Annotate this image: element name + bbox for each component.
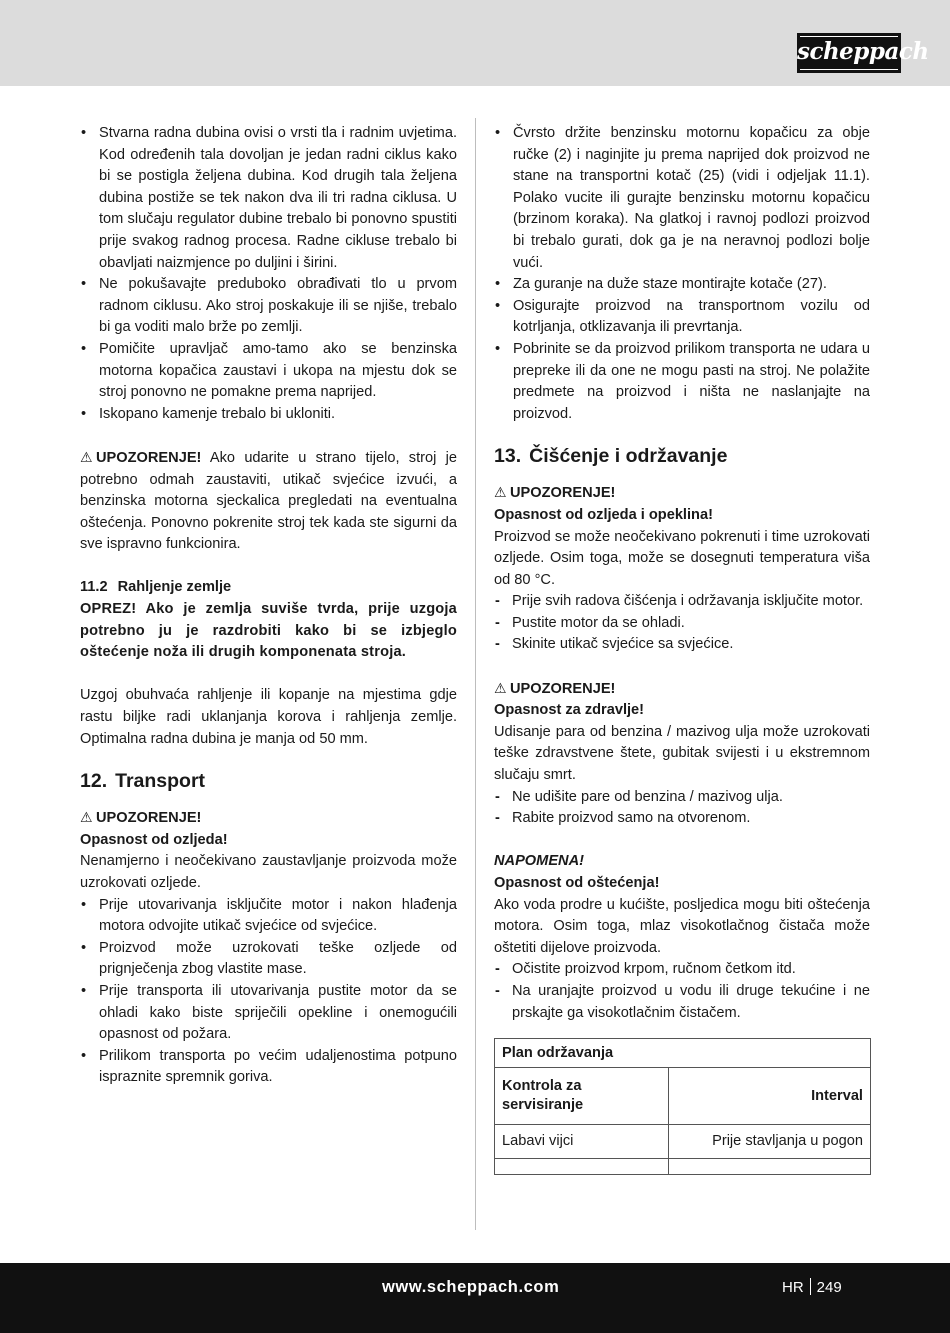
list-item: • Stvarna radna dubina ovisi o vrsti tla i radnim uvjetima. Kod određenih tala dovoljan je jedan radni ciklus kako bi se postigla željena dubina. Kod drugih tala željena dubina postiže se tek nakon dva ili tri radna ciklusa. U tom slučaju regulator dubine trebalo bi ponovno spustiti prije svakog radnog procesa. Radne cikluse trebalo bi obavljati naizmjence po duljini i širini. [80, 123, 457, 274]
transport-bullet-list [80, 895, 457, 1089]
table-cell-interval: Prije stavljanja u pogon [669, 1125, 871, 1159]
cleaning-dash-list [494, 591, 870, 656]
note-text: Ako voda prodre u kućište, posljedica mogu biti oštećenja motora. Osim toga, mlaz visokotlačnog čistača može oštetiti dijelove proizvoda. [494, 896, 870, 956]
transport-warning-text: Nenamjerno i neočekivano zaustavljanje proizvoda može uzrokovati ozljede. [80, 853, 457, 891]
list-item: - Pustite motor da se ohladi. [494, 613, 870, 635]
list-item: • Prije transporta ili utovarivanja pustite motor da se ohladi kako biste spriječili opekline i onemogućili opasnost od požara. [80, 981, 457, 1046]
cleaning-warning-subtitle: Opasnost od ozljeda i opeklina! [494, 506, 713, 523]
page-footer [0, 1263, 950, 1333]
list-item: • Za guranje na duže staze montirajte kotače (27). [494, 274, 870, 296]
cleaning-warning-text: Proizvod se može neočekivano pokrenuti i time uzrokovati ozljede. Osim toga, može se dosegnuti temperatura viša od 80 °C. [494, 528, 870, 588]
table-empty-cell [495, 1159, 669, 1175]
table-empty-cell [669, 1159, 871, 1175]
note-subtitle: Opasnost od oštećenja! [494, 875, 660, 891]
page-number-value: 249 [816, 1279, 842, 1296]
left-column [80, 123, 457, 1089]
list-item: - Očistite proizvod krpom, ručnom četkom itd. [494, 959, 870, 981]
section-13-heading: 13. Čišćenje i održavanje [494, 445, 728, 468]
list-item: - Na uranjajte proizvod u vodu ili druge tekućine i ne prskajte ga visokotlačnim čistačem. [494, 981, 870, 1024]
list-item: • Iskopano kamenje trebalo bi ukloniti. [80, 404, 457, 426]
note-dash-list [494, 959, 870, 1024]
section-12-heading: 12. Transport [80, 770, 206, 793]
list-item: • Ne pokušavajte preduboko obrađivati tlo u prvom radnom ciklusu. Ako stroj poskakuje ili se njiše, trebalo bi ga voditi malo brže po zemlji. [80, 274, 457, 339]
warning-triangle-icon: ⚠ [80, 448, 93, 465]
health-warning-label: ⚠ UPOZORENJE! [494, 678, 870, 701]
table-header-control: Kontrola za servisiranje [495, 1068, 669, 1125]
list-item: • Pomičite upravljač amo-tamo ako se benzinska motorna kopačica zaustavi i ukopa na mjestu dok se stroj ponovno ne pomakne prema naprijed. [80, 339, 457, 404]
list-item: • Prilikom transporta po većim udaljenostima potpuno ispraznite spremnik goriva. [80, 1046, 457, 1089]
cultivation-paragraph: Uzgoj obuhvaća rahljenje ili kopanje na mjestima gdje rastu biljke radi uklanjanja korova i rahljenja zemlje. Optimalna radna dubina je manja od 50 mm. [80, 687, 457, 747]
caution-paragraph: OPREZ! Ako je zemlja suviše tvrda, prije uzgoja potrebno ju je razdrobiti kako bi se izbjeglo oštećenje noža ili drugih komponenata stroja. [80, 601, 457, 661]
language-code: HR [782, 1279, 804, 1296]
list-item: • Prije utovarivanja isključite motor i nakon hlađenja motora odvojite utikač svjećice od svjećice. [80, 895, 457, 938]
depth-bullet-list [80, 123, 457, 425]
list-item: • Osigurajte proizvod na transportnom vozilu od kotrljanja, otklizavanja ili prevrtanja. [494, 296, 870, 339]
maintenance-plan-table [494, 1038, 871, 1175]
warning-triangle-icon: ⚠ [80, 809, 93, 826]
note-label: NAPOMENA! [494, 853, 584, 870]
list-item: • Čvrsto držite benzinsku motornu kopačicu za obje ručke (2) i naginjite ju prema naprijed dok proizvod ne stane na transportni kotač (25) (vidi i odjeljak 11.1). Polako vucite ili gurajte benzinsku motornu kopačicu (brzinom koraka). Na glatkoj i ravnoj podlozi proizvod bi trebalo gurati, dok ga je na neravnoj podlozi bolje vući. [494, 123, 870, 274]
warning-text: Ako udarite u strano tijelo, stroj je potrebno odmah zaustaviti, utikač svjećice izvući, a benzinska motorna sjeckalica pregledati na eventualna oštećenja. Ponovno pokrenite stroj tek kada ste sigurni da sve ispravno funkcionira. [80, 449, 457, 553]
website-url: www.scheppach.com [382, 1278, 560, 1296]
table-cell-item: Labavi vijci [495, 1125, 669, 1159]
list-item: - Skinite utikač svjećice sa svjećice. [494, 634, 870, 656]
table-row [495, 1125, 871, 1159]
warning-triangle-icon: ⚠ [494, 484, 507, 501]
warning-paragraph [80, 447, 457, 556]
list-item: - Ne udišite pare od benzina / mazivog ulja. [494, 787, 870, 809]
section-11-2-heading: 11.2 Rahljenje zemlje [80, 579, 232, 596]
list-item: - Rabite proizvod samo na otvorenom. [494, 808, 870, 830]
page-header [0, 0, 950, 86]
table-header-interval: Interval [669, 1068, 871, 1125]
health-warning-subtitle: Opasnost za zdravlje! [494, 702, 645, 719]
list-item: • Pobrinite se da proizvod prilikom transporta ne udara u prepreke ili da one ne mogu pasti na stroj. Ne polažite predmete na proizvod i ništa ne naslanjajte na proizvod. [494, 339, 870, 425]
warning-triangle-icon: ⚠ [494, 679, 507, 696]
table-title: Plan održavanja [495, 1039, 871, 1068]
transport-warning-label: ⚠ UPOZORENJE! [80, 807, 457, 830]
health-dash-list [494, 787, 870, 830]
health-warning-text: Udisanje para od benzina / mazivog ulja može uzrokovati teške zdravstvene štete, gubitak svijesti i u ekstremnom slučaju smrt. [494, 723, 870, 784]
list-item: • Proizvod može uzrokovati teške ozljede od prignječenja zbog vlastite mase. [80, 938, 457, 981]
right-column [494, 123, 870, 1175]
transport-steps-list [494, 123, 870, 425]
scheppach-logo: scheppach [797, 33, 901, 73]
page-number [782, 1277, 842, 1299]
transport-warning-subtitle: Opasnost od ozljeda! [80, 831, 228, 848]
warning-label: UPOZORENJE! [96, 449, 202, 466]
cleaning-warning-label: ⚠ UPOZORENJE! [494, 482, 870, 505]
column-divider [475, 118, 476, 1230]
list-item: - Prije svih radova čišćenja i održavanja isključite motor. [494, 591, 870, 613]
